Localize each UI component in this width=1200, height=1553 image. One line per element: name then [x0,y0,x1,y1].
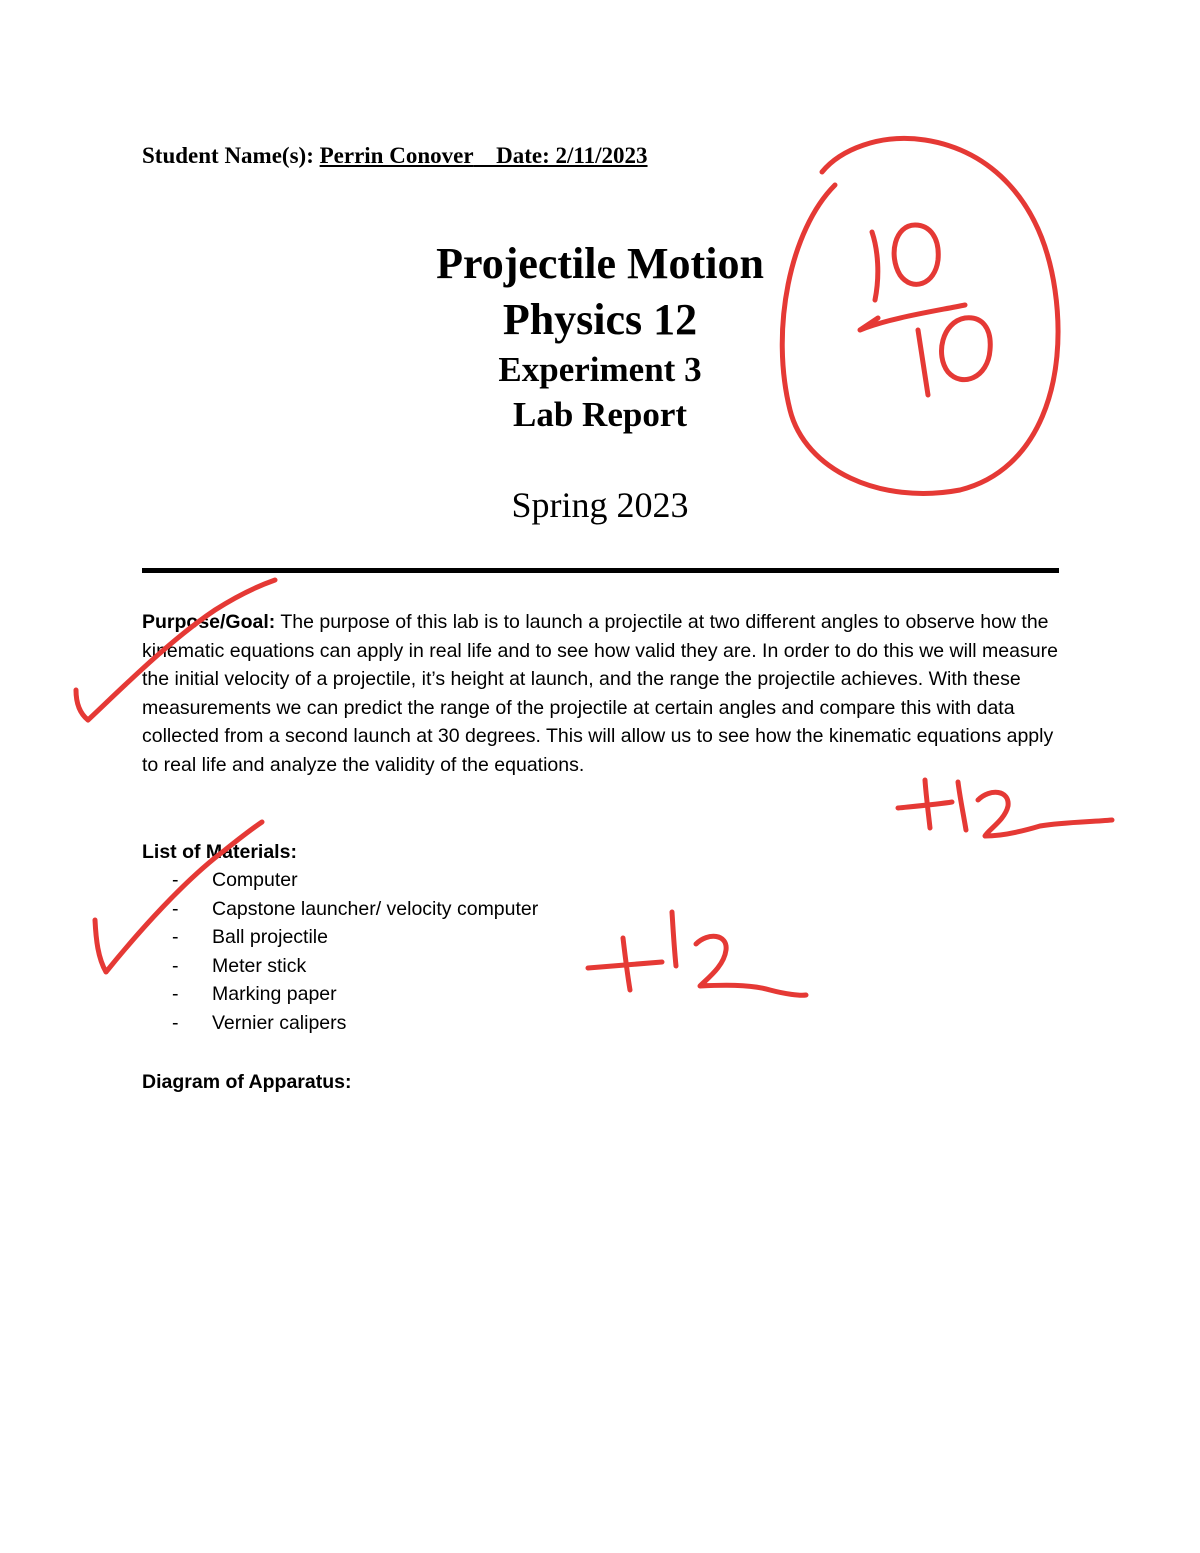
title-lab-report: Lab Report [512,395,688,434]
materials-plus-half-mark [588,912,806,995]
purpose-plus-half-mark [898,780,1112,836]
bullet-dash: - [172,869,179,891]
section-divider [142,568,1059,573]
bullet-dash: - [172,983,179,1006]
grade-digit-zero-top [894,225,938,284]
grade-digit-one-bottom [918,330,928,395]
purpose-text: The purpose of this lab is to launch a projectile at two different angles to observe how the kinematic equations can apply in real life and to see how valid they are. In order to do this we will measure the initial velocity of a projectile, it’s height at launch, and the range the projectile achieves. With these measurements we can predict the range of the projectile at certain angles and compare this with data collected from a second launch at 30 degrees. This will allow us to see how the kinematic equations apply to real life and analyze the validity of the equations. [142,611,1058,776]
diagram-heading: Diagram of Apparatus: [142,1071,352,1093]
student-name-label: Student Name(s): [142,143,320,168]
material-calipers: Vernier calipers [212,1011,347,1034]
material-marking-paper: Marking paper [212,983,337,1006]
student-name-value: Perrin Conover [319,143,474,168]
bullet-dash: - [172,954,179,977]
title-projectile-motion: Projectile Motion [436,239,764,288]
bullet-dash: - [172,926,179,949]
grade-digit-zero-bottom [942,318,991,380]
header-line [142,143,648,169]
bullet-dash: - [172,897,179,920]
title-course: Physics 12 [502,295,698,344]
list-item [172,895,538,924]
material-launcher: Capstone launcher/ velocity computer [212,897,539,920]
materials-heading: List of Materials: [142,841,297,863]
bullet-dash: - [172,1011,179,1034]
material-meter-stick: Meter stick [212,954,307,977]
title-term: Spring 2023 [511,485,689,525]
title-experiment: Experiment 3 [498,350,702,389]
material-ball: Ball projectile [212,926,328,949]
materials-list [172,866,538,1038]
material-computer: Computer [212,869,298,891]
purpose-label: Purpose/Goal: [142,611,276,633]
list-item [172,1009,538,1038]
list-item [172,866,538,895]
purpose-paragraph [142,608,1072,780]
list-item [172,980,538,1009]
list-item [172,923,538,952]
date-field: Date: 2/11/2023 [473,143,648,168]
list-item [172,952,538,981]
